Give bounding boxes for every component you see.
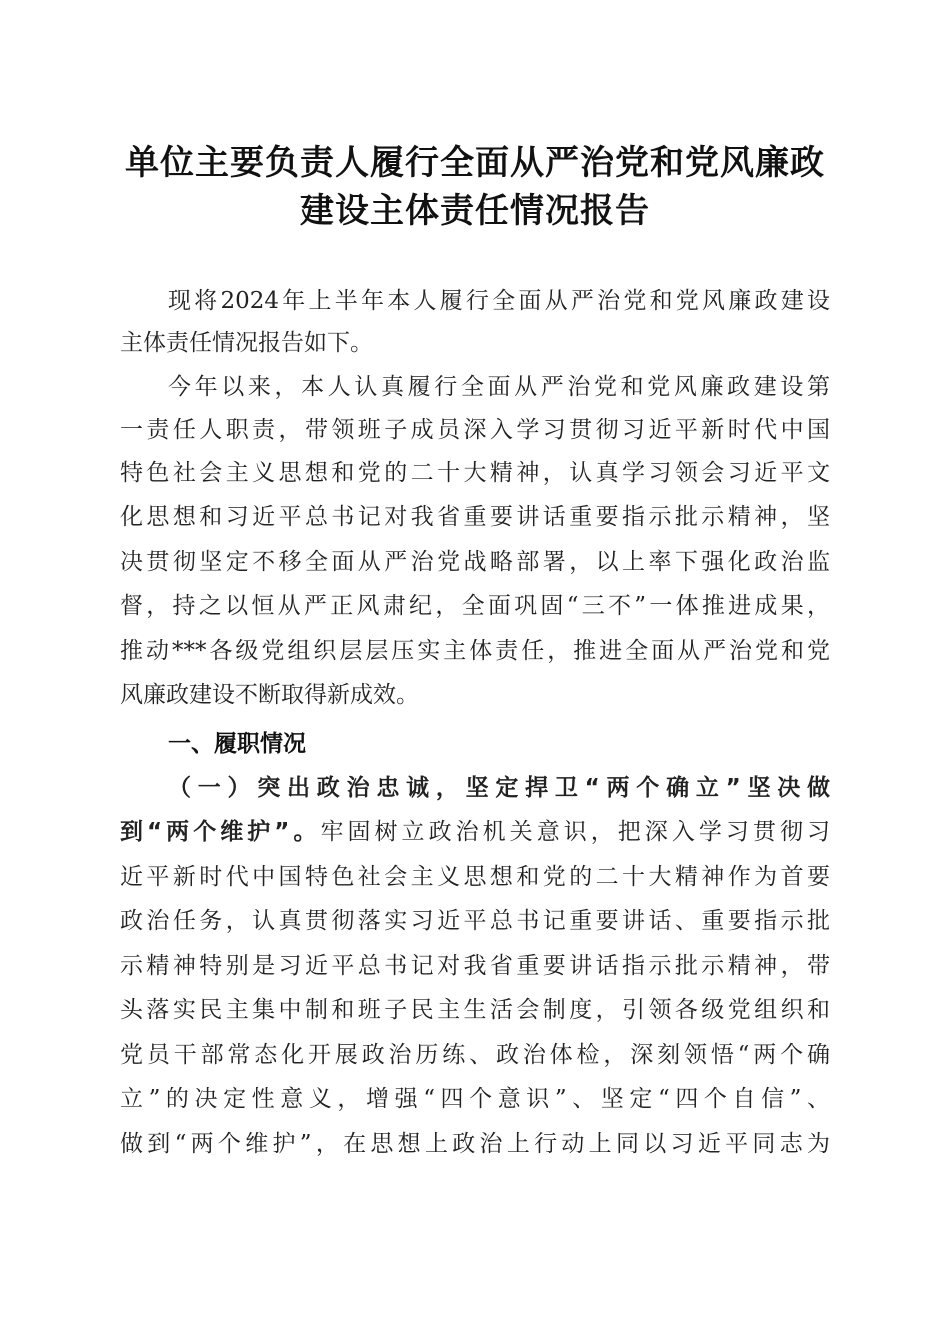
paragraph-2-line-3: 特色社会主义思想和党的二十大精神，认真学习领会习近平文 bbox=[120, 460, 830, 486]
paragraph-2-line-1: 今年以来，本人认真履行全面从严治党和党风廉政建设第 bbox=[168, 374, 830, 400]
subsection-1-line-5: 示精神特别是习近平总书记对我省重要讲话指示批示精神，带 bbox=[120, 953, 830, 979]
document-title-line-2: 建设主体责任情况报告 bbox=[300, 191, 650, 231]
paragraph-2-line-8: 风廉政建设不断取得新成效。 bbox=[120, 682, 419, 708]
subsection-1-line-8: 立”的决定性意义，增强“四个意识”、坚定“四个自信”、 bbox=[120, 1086, 830, 1112]
paragraph-2-line-5: 决贯彻坚定不移全面从严治党战略部署，以上率下强化政治监 bbox=[120, 549, 830, 575]
subsection-1-heading-line-1: （一）突出政治忠诚，坚定捍卫“两个确立”坚决做 bbox=[168, 775, 830, 801]
subsection-1-heading-line-2: 到“两个维护”。 bbox=[120, 819, 321, 845]
subsection-1-line-6: 头落实民主集中制和班子民主生活会制度，引领各级党组织和 bbox=[120, 997, 830, 1023]
subsection-1-line-4: 政治任务，认真贯彻落实习近平总书记重要讲话、重要指示批 bbox=[120, 908, 830, 934]
paragraph-2-line-7: 推动***各级党组织层层压实主体责任，推进全面从严治党和党 bbox=[120, 638, 830, 664]
paragraph-2-line-4: 化思想和习近平总书记对我省重要讲话重要指示批示精神，坚 bbox=[120, 504, 830, 530]
section-1-heading: 一、履职情况 bbox=[168, 731, 306, 757]
subsection-1-line-3: 近平新时代中国特色社会主义思想和党的二十大精神作为首要 bbox=[120, 864, 830, 890]
paragraph-1-line-2: 主体责任情况报告如下。 bbox=[120, 330, 373, 356]
subsection-1-line-9: 做到“两个维护”，在思想上政治上行动上同以习近平同志为 bbox=[120, 1131, 830, 1157]
paragraph-1-line-1: 现将2024年上半年本人履行全面从严治党和党风廉政建设 bbox=[168, 288, 830, 314]
subsection-1-line-7: 党员干部常态化开展政治历练、政治体检，深刻领悟“两个确 bbox=[120, 1042, 830, 1068]
document-title-line-1: 单位主要负责人履行全面从严治党和党风廉政 bbox=[125, 143, 825, 183]
subsection-1-line-2-text: 牢固树立政治机关意识，把深入学习贯彻习 bbox=[320, 819, 830, 845]
subsection-1-line-2 bbox=[120, 817, 830, 847]
paragraph-2-line-2: 一责任人职责，带领班子成员深入学习贯彻习近平新时代中国 bbox=[120, 417, 830, 443]
paragraph-2-line-6: 督，持之以恒从严正风肃纪，全面巩固“三不”一体推进成果， bbox=[120, 593, 830, 619]
